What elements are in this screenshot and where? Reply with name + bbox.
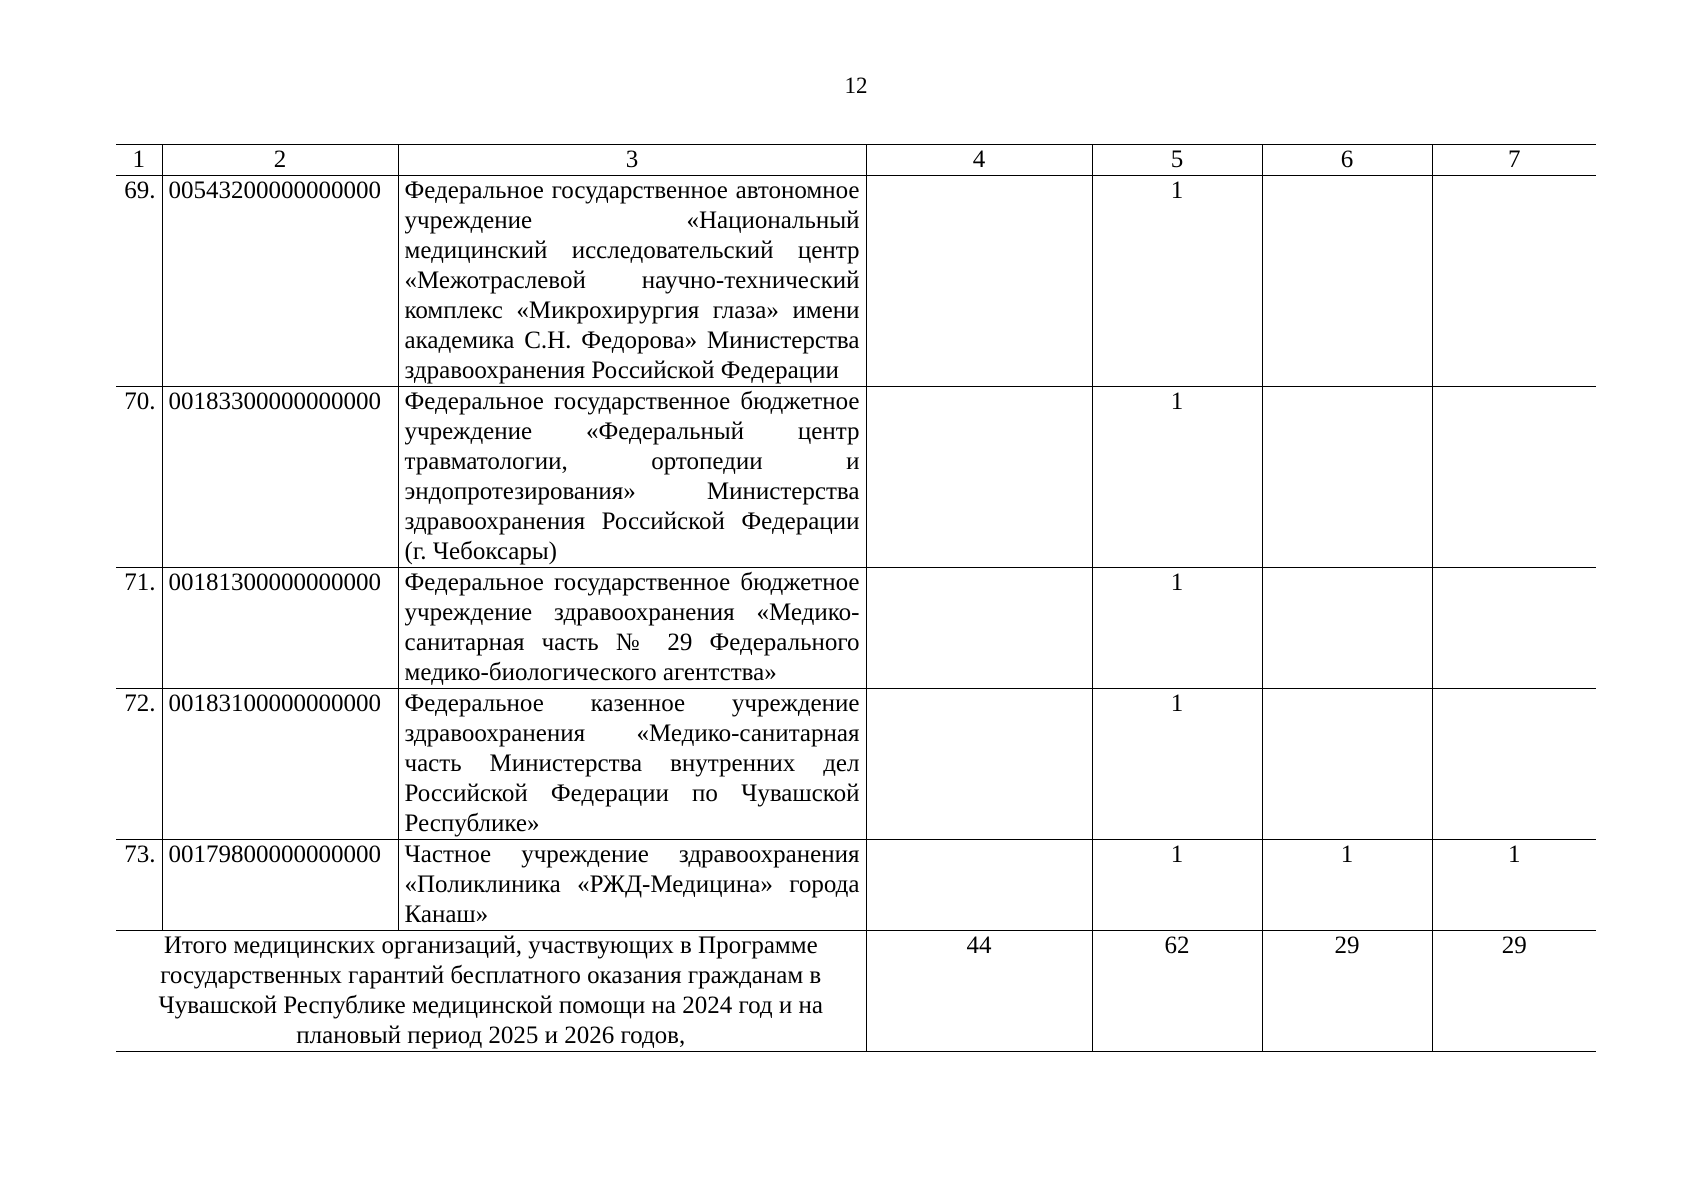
header-row [116,145,1596,176]
cell-col6 [1262,689,1432,840]
column-header: 1 [116,145,162,176]
organization-name: Федеральное государственное бюджетное учреждение здравоохранения «Медико-санитарная часть № 29 Федерального медико-биологического агентства» [398,568,866,689]
row-number: 71. [116,568,162,689]
cell-col7 [1432,568,1596,689]
cell-col5: 1 [1092,689,1262,840]
column-header: 2 [162,145,398,176]
column-header: 6 [1262,145,1432,176]
organization-code: 00543200000000000 [162,176,398,387]
cell-col5: 1 [1092,568,1262,689]
cell-col6 [1262,176,1432,387]
cell-col4 [866,689,1092,840]
organization-name: Федеральное государственное автономное учреждение «Национальный медицинский исследовательский центр «Межотраслевой научно-технический комплекс «Микрохирургия глаза» имени академика С.Н. Федорова» Министерства здравоохранения Российской Федерации [398,176,866,387]
organization-code: 00183100000000000 [162,689,398,840]
table-row [116,568,1596,689]
cell-col6 [1262,387,1432,568]
organization-name: Федеральное казенное учреждение здравоохранения «Медико-санитарная часть Министерства внутренних дел Российской Федерации по Чувашской Республике» [398,689,866,840]
total-label: Итого медицинских организаций, участвующих в Программе государственных гарантий бесплатного оказания гражданам в Чувашской Республике медицинской помощи на 2024 год и на плановый период 2025 и 2026 годов, [116,931,866,1052]
cell-col7: 1 [1432,840,1596,931]
cell-col5: 1 [1092,387,1262,568]
cell-col4 [866,568,1092,689]
total-col7: 29 [1432,931,1596,1052]
cell-col6: 1 [1262,840,1432,931]
cell-col4 [866,176,1092,387]
cell-col5: 1 [1092,176,1262,387]
cell-col7 [1432,387,1596,568]
table-row [116,689,1596,840]
row-number: 70. [116,387,162,568]
table-row [116,840,1596,931]
organization-name: Федеральное государственное бюджетное учреждение «Федеральный центр травматологии, ортопедии и эндопротезирования» Министерства здравоохранения Российской Федерации (г. Чебоксары) [398,387,866,568]
total-col6: 29 [1262,931,1432,1052]
row-number: 69. [116,176,162,387]
page-number: 12 [844,73,868,98]
column-header: 5 [1092,145,1262,176]
cell-col5: 1 [1092,840,1262,931]
organization-code: 00179800000000000 [162,840,398,931]
cell-col7 [1432,689,1596,840]
table-row [116,176,1596,387]
total-col5: 62 [1092,931,1262,1052]
organizations-table [116,144,1596,1052]
organization-code: 00183300000000000 [162,387,398,568]
cell-col6 [1262,568,1432,689]
organization-name: Частное учреждение здравоохранения «Поликлиника «РЖД-Медицина» города Канаш» [398,840,866,931]
cell-col7 [1432,176,1596,387]
row-number: 73. [116,840,162,931]
cell-col4 [866,387,1092,568]
column-header: 7 [1432,145,1596,176]
total-col4: 44 [866,931,1092,1052]
total-row [116,931,1596,1052]
table-row [116,387,1596,568]
column-header: 3 [398,145,866,176]
organization-code: 00181300000000000 [162,568,398,689]
row-number: 72. [116,689,162,840]
column-header: 4 [866,145,1092,176]
cell-col4 [866,840,1092,931]
